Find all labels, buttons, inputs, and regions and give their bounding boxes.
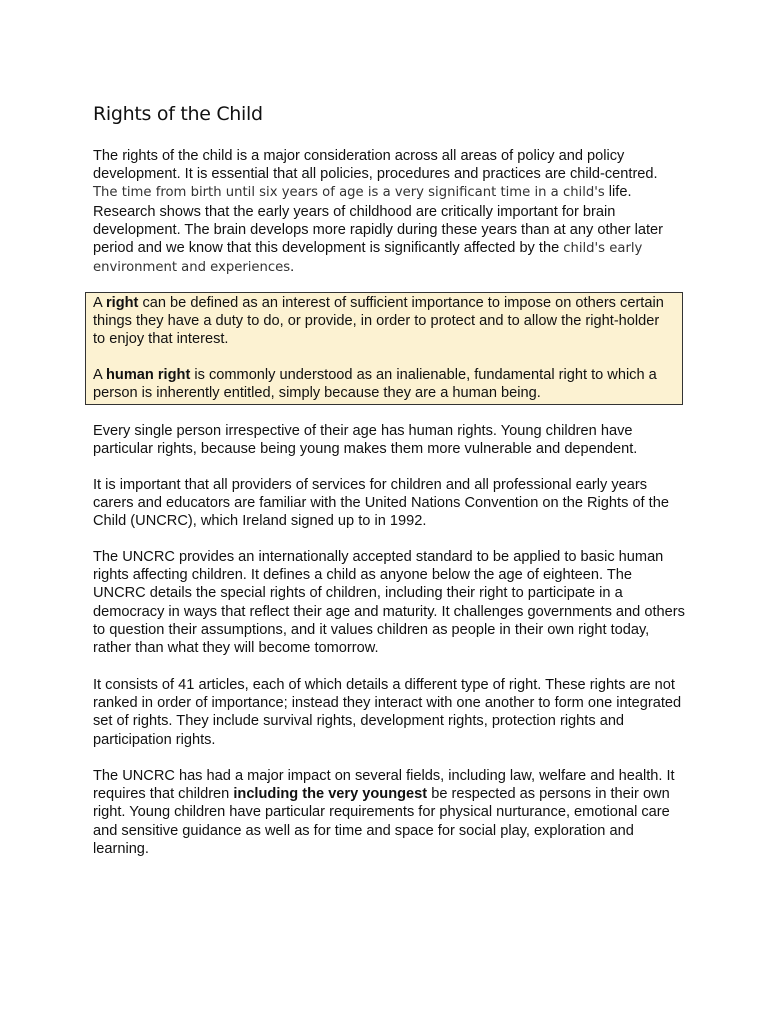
human-right-definition-text: is commonly understood as an inalienable, fundamental right to which a person is inherently entitled, simply because they are a human being. xyxy=(93,367,657,402)
right-prefix: A xyxy=(93,295,106,311)
paragraph-human-rights: Every single person irrespective of their age has human rights. Young children have particular rights, because being young makes them more vulnerable and dependent. xyxy=(93,423,638,458)
intro-text-5: . xyxy=(290,259,295,276)
paragraph-uncrc-standard: The UNCRC provides an internationally accepted standard to be applied to basic human rights affecting children. It defines a child as anyone below the age of eighteen. The UNCRC details the special rights of children, including their right to participate in a democracy in ways that reflect their age and maturity. It challenges governments and others to question their assumptions, and it values children as people in their own right today, rather than what they will become tomorrow. xyxy=(93,549,685,657)
impact-text-bold: including the very youngest xyxy=(233,786,428,803)
human-right-term: human right xyxy=(105,367,191,383)
paragraph-articles: It consists of 41 articles, each of which details a different type of right. These rights are not ranked in order of importance; instead they interact with one another to form one integrated set of rights. They include survival rights, development rights, protection rights and participation rights. xyxy=(93,677,682,748)
intro-text-4: child's early environment and experiences xyxy=(93,241,643,276)
definition-callout xyxy=(85,292,683,405)
right-definition-text: can be defined as an interest of sufficient importance to impose on others certain things they have a duty to do, or provide, in order to protect and to allow the right-holder to enjoy that interest. xyxy=(93,295,664,348)
page-title: Rights of the Child xyxy=(93,103,263,125)
human-right-prefix: A xyxy=(93,367,106,383)
intro-text-3: life. Research shows that the early years of childhood are critically important for brain development. The brain develops more rapidly during these years than at any other later period and we know that this development is significantly affected by the xyxy=(93,184,664,257)
right-definition xyxy=(93,294,675,349)
intro-text-1: The rights of the child is a major consideration across all areas of policy and policy development. It is essential that all policies, procedures and practices are child-centred. xyxy=(93,148,658,183)
paragraph-uncrc-familiarity: It is important that all providers of services for children and all professional early years carers and educators are familiar with the United Nations Convention on the Rights of the Child (UNCRC), which Ireland signed up to in 1992. xyxy=(93,477,669,530)
right-term: right xyxy=(105,295,139,311)
intro-text-2: The time from birth until six years of age is a very significant time in a child's xyxy=(93,185,605,201)
impact-text-end: be respected as persons in their own right. Young children have particular requirements for physical nurturance, emotional care and sensitive guidance as well as for time and space for social play, exploration and learning. xyxy=(93,786,670,857)
paragraph-uncrc-impact xyxy=(93,767,685,858)
intro-paragraph xyxy=(93,147,685,277)
human-right-definition xyxy=(93,366,675,402)
impact-text-start: The UNCRC has had a major impact on several fields, including law, welfare and health. It requires that children xyxy=(93,768,675,803)
